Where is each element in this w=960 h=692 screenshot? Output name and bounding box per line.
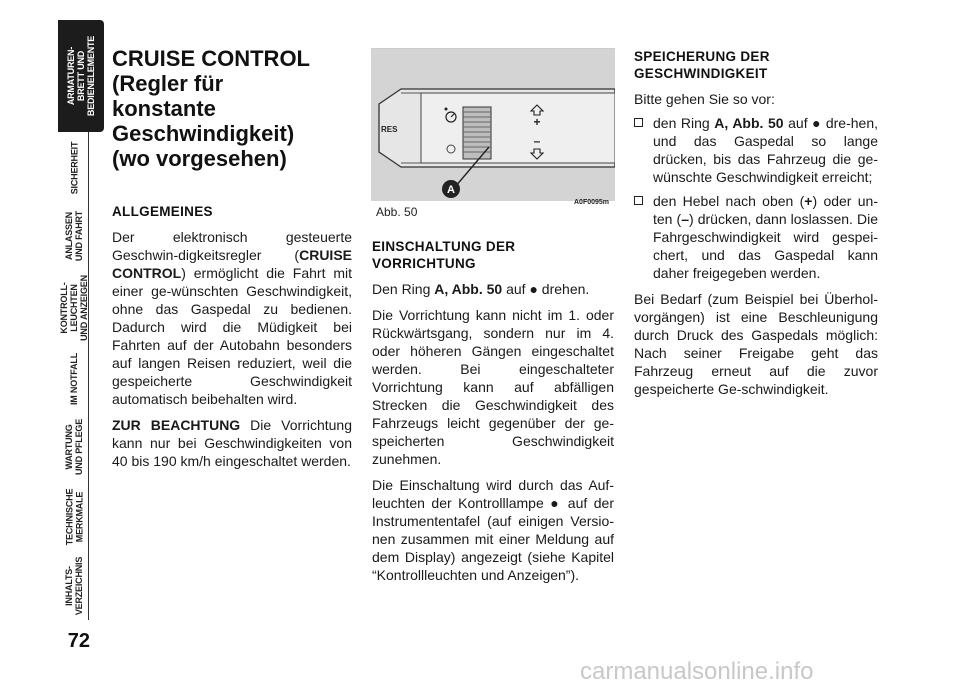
column-1 [112,46,352,470]
cruise-control-icon: ● [529,281,538,297]
column-2 [372,238,614,584]
page-number: 72 [67,630,90,652]
svg-text:A: A [447,184,455,196]
list-item: den Hebel nach oben (+) oder un-ten (–) drücken, dann loslassen. Die Fahrgeschwindigkeit wird gespei-chert, und das Gaspedal kann daher freigegeben werden. [634,192,878,282]
section-heading-einschaltung: EINSCHALTUNG DER VORRICHTUNG [372,239,516,271]
minus-label: – [533,134,541,148]
chapter-sidebar [0,0,100,692]
paragraph-intro: Der elektronisch gesteuerte Geschwin-digkeitsregler (CRUISE CONTROL) ermöglicht die Fahrt mit einer ge-wünschten Geschwindigkeit, ohne das Gaspedal zu bedienen. Dadurch wird die Müdigkeit bei Fahrten auf der Autobahn besonders auf langen Reisen reduziert, weil die gespeicherte Geschwindigkeit automatisch beibehalten wird. [112,229,352,407]
paragraph-indicator: Die Einschaltung wird durch das Auf-leuchten der Kontrolllampe ● auf der Instrumententafel (auf einigen Versio-nen zusammen mit einer Meldung auf dem Display) angezeigt (siehe Kapitel “Kontrollleuchten und Anzeigen”). [372,477,614,583]
paragraph-gears: Die Vorrichtung kann nicht im 1. oder Rückwärtsgang, sondern nur im 4. oder höheren Gängen eingeschaltet werden. Bei eingeschalteter Vorrichtung kann auf abfälligen Strecken die Geschwindigkeit des Fahrzeugs leicht gegenüber der ge-speicherten Geschwindigkeit zunehmen. [372,307,614,467]
paragraph-note: ZUR BEACHTUNG Die Vorrichtung kann nur bei Geschwindigkeiten von 40 bis 190 km/h eingeschaltet werden. [112,417,352,469]
section-heading-speicherung: SPEICHERUNG DER GESCHWINDIGKEIT [634,49,770,81]
sidebar-tab-inhalt[interactable]: INHALTS- VERZEICHNIS [64,556,84,616]
list-item: den Ring A, Abb. 50 auf ● dre-hen, und das Gaspedal so lange drücken, bis das Fahrzeug die ge-wünschte Geschwindigkeit erreicht; [634,114,878,186]
section-heading-allgemeines: ALLGEMEINES [112,204,213,219]
sidebar-tab-armaturenbrett[interactable]: ARMATUREN- BRETT UND BEDIENELEMENTE [58,20,104,132]
paragraph-ring: Den Ring A, Abb. 50 auf ● drehen. [372,281,590,297]
sidebar-tab-sicherheit[interactable]: SICHERHEIT [69,141,80,195]
watermark: carmanualsonline.info [580,658,814,685]
sidebar-tab-technische[interactable]: TECHNISCHE MERKMALE [64,488,85,546]
sidebar-tab-kontrollleuchten[interactable]: KONTROLL- LEUCHTEN UND ANZEIGEN [59,275,89,341]
sidebar-tab-wartung[interactable]: WARTUNG UND PFLEGE [64,418,85,476]
cruise-control-icon: ● [812,115,822,131]
paragraph-procedure-intro: Bitte gehen Sie so vor: [634,91,775,107]
plus-label: + [533,115,541,129]
page-title: CRUISE CONTROL (Regler für konstante Geschwindigkeit) (wo vorgesehen) [112,46,310,171]
figure-code: A0F0095m [574,199,610,206]
figure-caption: Abb. 50 [376,205,418,219]
sidebar-tab-im-notfall[interactable]: IM NOTFALL [69,353,79,405]
checkbox-bullet-icon [634,118,643,127]
paragraph-overtaking: Bei Bedarf (zum Beispiel bei Überhol-vorgängen) ist eine Beschleunigung durch Druck des Gaspedals möglich: Nach seiner Freigabe geht das Fahrzeug erneut auf die zuvor gespeicherte Ge-schwindigkeit. [634,291,878,397]
column-3 [634,48,878,398]
sidebar-tab-anlassen[interactable]: ANLASSEN UND FAHRT [64,210,85,262]
figure-cruise-control-lever [371,48,615,201]
lever-illustration [371,49,615,201]
cruise-control-icon: ● [550,495,562,511]
checkbox-bullet-icon [634,196,643,205]
res-label: RES [381,125,398,134]
